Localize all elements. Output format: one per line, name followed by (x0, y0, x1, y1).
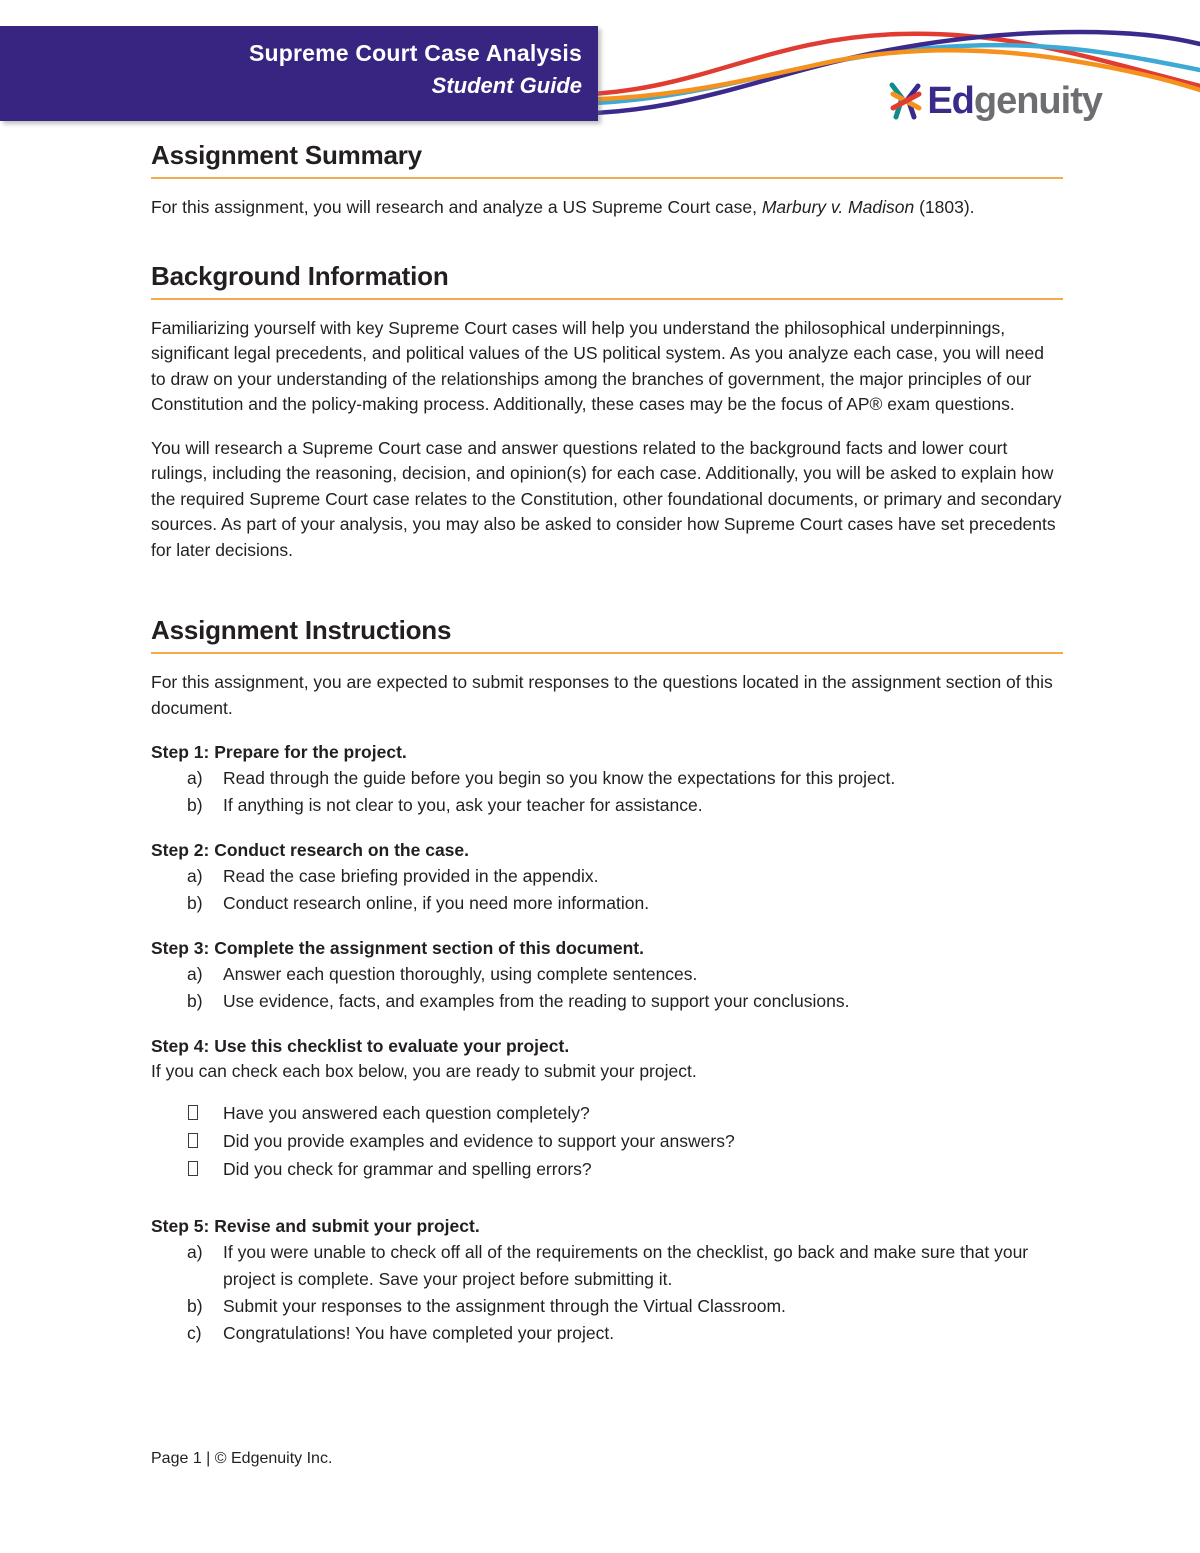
list-item (151, 890, 1063, 917)
list-item (151, 961, 1063, 988)
checkbox-icon[interactable] (188, 1161, 198, 1176)
section-divider (151, 298, 1063, 300)
step-4 (151, 1033, 1063, 1183)
page-header (0, 0, 1200, 140)
list-item (151, 988, 1063, 1015)
document-body (0, 140, 1200, 1347)
list-marker: a) (187, 768, 203, 788)
instructions-intro-paragraph: For this assignment, you are expected to submit responses to the questions located in the assignment section of this document. (151, 672, 1053, 718)
list-marker: b) (187, 991, 203, 1011)
step-2 (151, 837, 1063, 917)
list-marker: a) (187, 964, 203, 984)
step-3-heading: Step 3: Complete the assignment section of this document. (151, 938, 644, 958)
list-item-text: Submit your responses to the assignment through the Virtual Classroom. (223, 1295, 786, 1316)
list-item-text: Read the case briefing provided in the appendix. (223, 866, 599, 886)
checklist-item-text: Did you provide examples and evidence to support your answers? (223, 1130, 735, 1151)
step-2-heading: Step 2: Conduct research on the case. (151, 840, 470, 860)
list-marker: c) (187, 1322, 202, 1343)
summary-tail-text: (1803). (914, 197, 975, 217)
list-item (151, 1293, 1063, 1320)
background-paragraph-1: Familiarizing yourself with key Supreme Court cases will help you understand the philosophical underpinnings, significant legal precedents, and political values of the US political system. As you analyze each case, you will need to draw on your understanding of the relationships among the branches of government, the major principles of our Constitution and the policy-making process. Additionally, these cases may be the focus of AP® exam questions. (151, 317, 1044, 414)
list-marker: b) (187, 1295, 203, 1316)
list-marker: b) (187, 795, 203, 815)
section-assignment-instructions (151, 615, 1063, 1347)
page-footer (0, 1450, 1200, 1468)
list-item-text: Read through the guide before you begin so you know the expectations for this project. (223, 768, 896, 788)
section-divider (151, 652, 1063, 654)
step-5-items (151, 1239, 1063, 1347)
logo-text-ed: Ed (927, 80, 974, 122)
checklist-intro: If you can check each box below, you are ready to submit your project. (151, 1061, 697, 1081)
spacer (151, 563, 1063, 615)
list-item-text: Congratulations! You have completed your project. (223, 1322, 615, 1343)
title-banner (0, 26, 598, 121)
checkbox-icon[interactable] (188, 1105, 198, 1120)
spacer (151, 221, 1063, 261)
step-3 (151, 935, 1063, 1015)
background-paragraph-2: You will research a Supreme Court case and answer questions related to the background facts and lower court rulings, including the reasoning, decision, and opinion(s) for each case. Additionally, you will be asked to explain how the required Supreme Court case relates to the Constitution, other foundational documents, or primary and secondary sources. As part of your analysis, you may also be asked to consider how Supreme Court cases have set precedents for later decisions. (151, 437, 1062, 560)
list-item (151, 1320, 1063, 1347)
section-title-background-information: Background Information (151, 260, 449, 291)
list-item (151, 765, 1063, 792)
list-item (151, 863, 1063, 890)
edgenuity-logo (888, 78, 1102, 124)
checklist-item-text: Did you check for grammar and spelling errors? (223, 1158, 592, 1179)
summary-lead-text: For this assignment, you will research and analyze a US Supreme Court case, (151, 197, 762, 217)
list-item-text: If anything is not clear to you, ask your teacher for assistance. (223, 795, 703, 815)
list-item-text: If you were unable to check off all of the requirements on the checklist, go back and make sure that your project is complete. Save your project before submitting it. (223, 1241, 1029, 1289)
edgenuity-x-icon (888, 82, 924, 120)
step-1-heading: Step 1: Prepare for the project. (151, 742, 407, 762)
checkbox-icon[interactable] (188, 1133, 198, 1148)
case-name: Marbury v. Madison (761, 197, 915, 217)
footer-text: Page 1 | © Edgenuity Inc. (151, 1450, 333, 1467)
section-assignment-summary (151, 140, 1063, 221)
section-background-information (151, 261, 1063, 564)
list-marker: b) (187, 893, 203, 913)
checklist-item-text: Have you answered each question completely? (223, 1102, 590, 1123)
assignment-summary-paragraph (151, 195, 1063, 221)
step-2-items (151, 863, 1063, 917)
step-4-heading: Step 4: Use this checklist to evaluate your project. (151, 1036, 570, 1056)
section-divider (151, 177, 1063, 179)
document-title: Supreme Court Case Analysis (248, 40, 582, 66)
evaluation-checklist (151, 1099, 1063, 1183)
checklist-item[interactable] (151, 1127, 1063, 1155)
list-item (151, 792, 1063, 819)
step-1 (151, 739, 1063, 819)
step-5-heading: Step 5: Revise and submit your project. (151, 1215, 480, 1236)
document-subtitle: Student Guide (431, 73, 582, 98)
step-3-items (151, 961, 1063, 1015)
step-5 (151, 1213, 1063, 1347)
spacer (151, 1201, 1063, 1213)
list-marker: a) (187, 1241, 203, 1262)
section-title-assignment-summary: Assignment Summary (151, 140, 422, 170)
list-marker: a) (187, 866, 203, 886)
section-title-assignment-instructions: Assignment Instructions (151, 615, 452, 645)
step-1-items (151, 765, 1063, 819)
logo-text-genuity: genuity (973, 80, 1102, 122)
checklist-item[interactable] (151, 1155, 1063, 1183)
list-item-text: Answer each question thoroughly, using complete sentences. (223, 964, 698, 984)
list-item-text: Conduct research online, if you need more information. (223, 893, 650, 913)
list-item (151, 1239, 1063, 1293)
checklist-item[interactable] (151, 1099, 1063, 1127)
list-item-text: Use evidence, facts, and examples from the reading to support your conclusions. (223, 991, 850, 1011)
